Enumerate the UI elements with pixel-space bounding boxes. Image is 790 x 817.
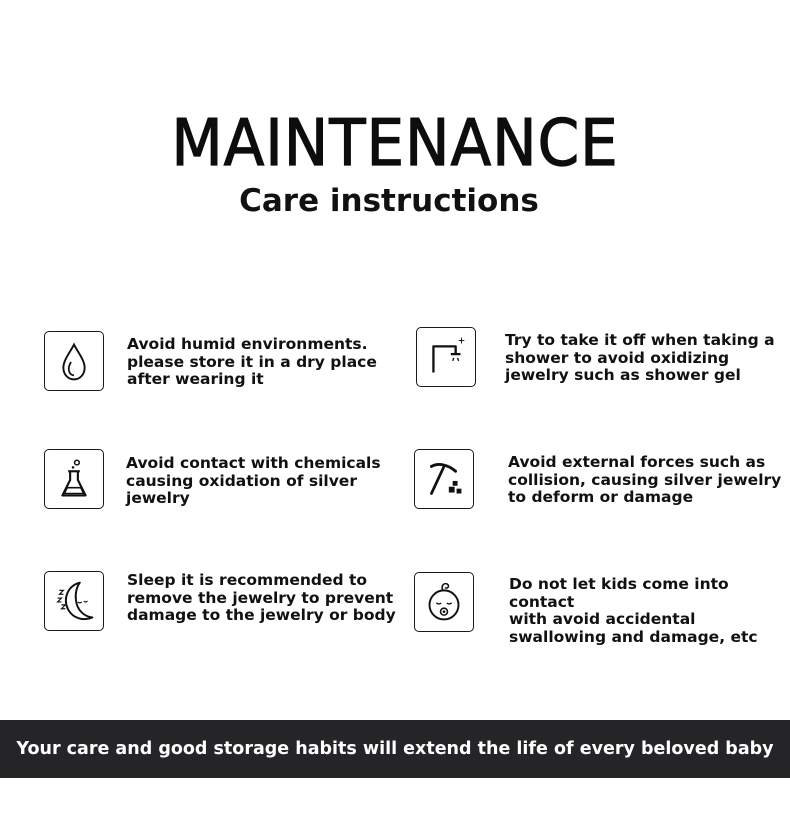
care-instruction-text: Avoid humid environments. please store it in a dry place after wearing it [127,335,377,388]
care-instruction-text: Try to take it off when taking a shower to avoid oxidizing jewelry such as shower gel [505,331,775,384]
care-instruction-text: Do not let kids come into contact with avoid accidental swallowing and damage, etc [509,575,758,646]
pickaxe-icon [415,450,473,508]
care-instruction-text: Avoid external forces such as collision, causing silver jewelry to deform or damage [508,453,782,506]
footer-banner [0,720,790,778]
chemical-flask-icon [45,450,103,508]
baby-face-icon [415,573,473,631]
page-title: MAINTENANCE [171,107,619,181]
icon-frame [414,449,474,509]
icon-frame [44,571,104,631]
water-drop-icon [45,332,103,390]
footer-text: Your care and good storage habits will extend the life of every beloved baby [16,739,774,759]
care-instruction-text: Sleep it is recommended to remove the jewelry to prevent damage to the jewelry or body [127,571,396,624]
icon-frame [414,572,474,632]
sleeping-moon-icon [45,572,103,630]
shower-icon [417,328,475,386]
icon-frame [44,331,104,391]
icon-frame [416,327,476,387]
care-instruction-text: Avoid contact with chemicals causing oxidation of silver jewelry [126,454,381,507]
icon-frame [44,449,104,509]
page-subtitle: Care instructions [239,183,539,219]
